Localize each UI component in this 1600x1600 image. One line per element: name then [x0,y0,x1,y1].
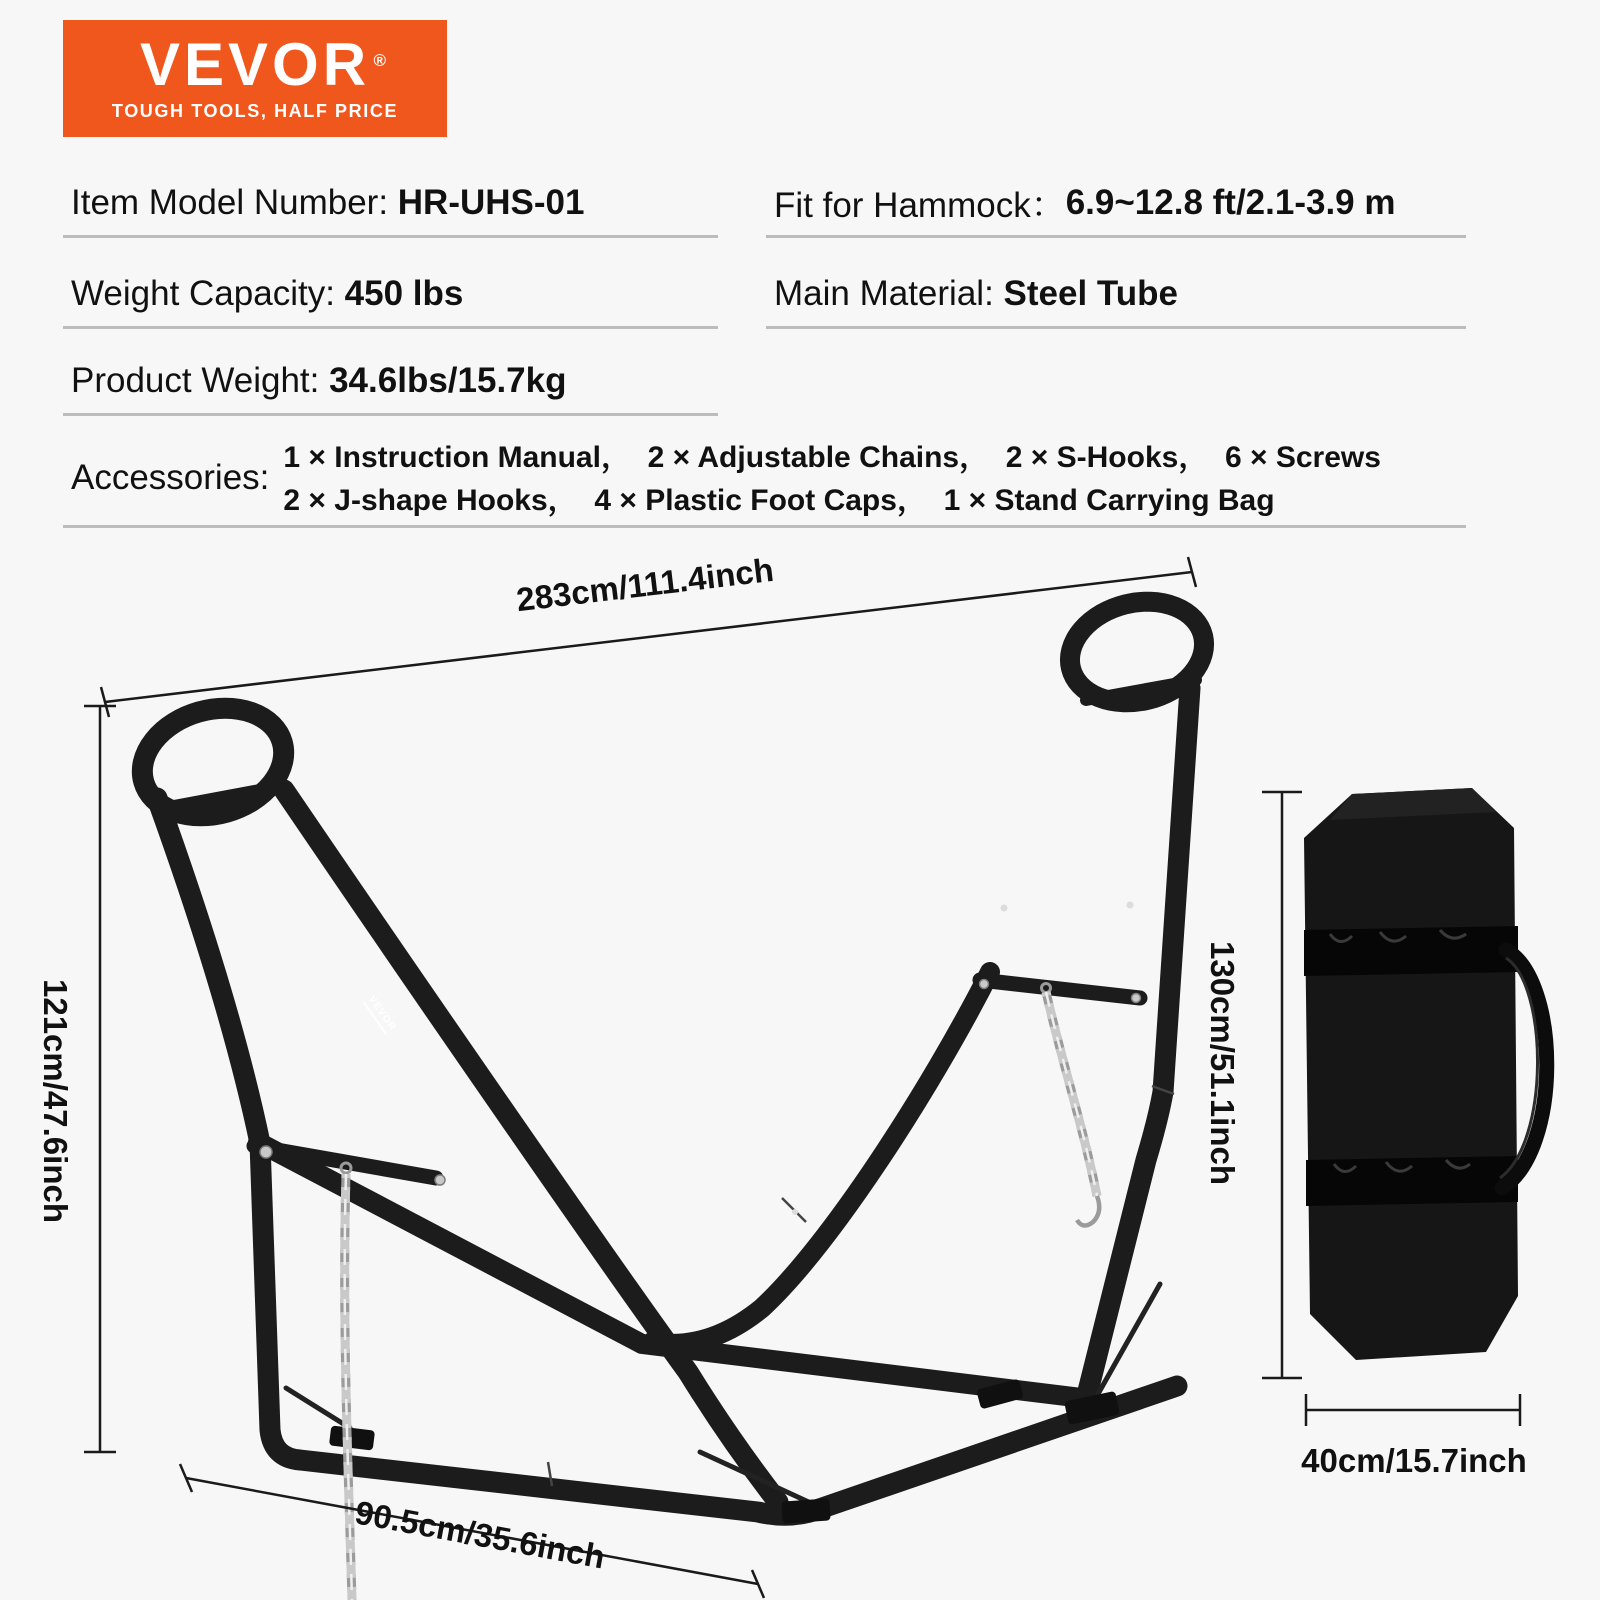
accessories-label: Accessories: [71,458,270,497]
right-crossbar [980,980,1140,998]
fit-for-hammock-label: Fit for Hammock： [774,185,1066,225]
bag-strap-top [1304,926,1518,976]
bag-strap-bottom [1306,1156,1518,1206]
accessories-line-1: 1 × Instruction Manual， 2 × Adjustable Chains， 2 × S-Hooks， 6 × Screws [283,441,1381,474]
left-diagonal-tube [284,790,778,1502]
right-diagonal-tube [652,972,990,1344]
product-weight-label: Product Weight: [71,360,330,400]
bag-width-label: 40cm/15.7inch [1301,1442,1527,1479]
s-hook-icon [1077,1196,1099,1226]
accessories-line-2: 2 × J-shape Hooks， 4 × Plastic Foot Caps， 1 × Stand Carrying Bag [283,484,1275,517]
left-chain [341,1163,352,1600]
product-weight-value: 34.6lbs/15.7kg [329,360,567,400]
foot-cap-2 [781,1498,830,1523]
main-material-value: Steel Tube [1003,274,1178,313]
logo-text: VEVOR [139,30,371,98]
weight-capacity-label: Weight Capacity: [71,274,345,313]
main-material-label: Main Material: [774,274,1004,313]
bag-height-label: 130cm/51.1inch [1204,941,1241,1185]
base-length-label: 90.5cm/35.6inch [352,1493,608,1576]
right-chain [1042,984,1100,1226]
fit-for-hammock-value: 6.9~12.8 ft/2.1-3.9 m [1065,182,1396,222]
weight-capacity-value: 450 lbs [344,274,464,313]
logo-tagline: TOUGH TOOLS, HALF PRICE [111,100,399,121]
carrying-bag [1304,788,1547,1360]
item-model-value: HR-UHS-01 [397,182,585,222]
stand-width-label: 283cm/111.4inch [514,550,776,619]
stand-height-label: 121cm/47.6inch [37,979,74,1223]
tube-sticker-label: VEVOR [363,995,397,1036]
foot-cap-1 [329,1425,375,1450]
left-strut [286,1388,350,1428]
item-model-label: Item Model Number: [71,182,398,222]
registered-trademark-icon: ® [373,50,391,70]
right-leg-tube [1087,688,1190,1395]
